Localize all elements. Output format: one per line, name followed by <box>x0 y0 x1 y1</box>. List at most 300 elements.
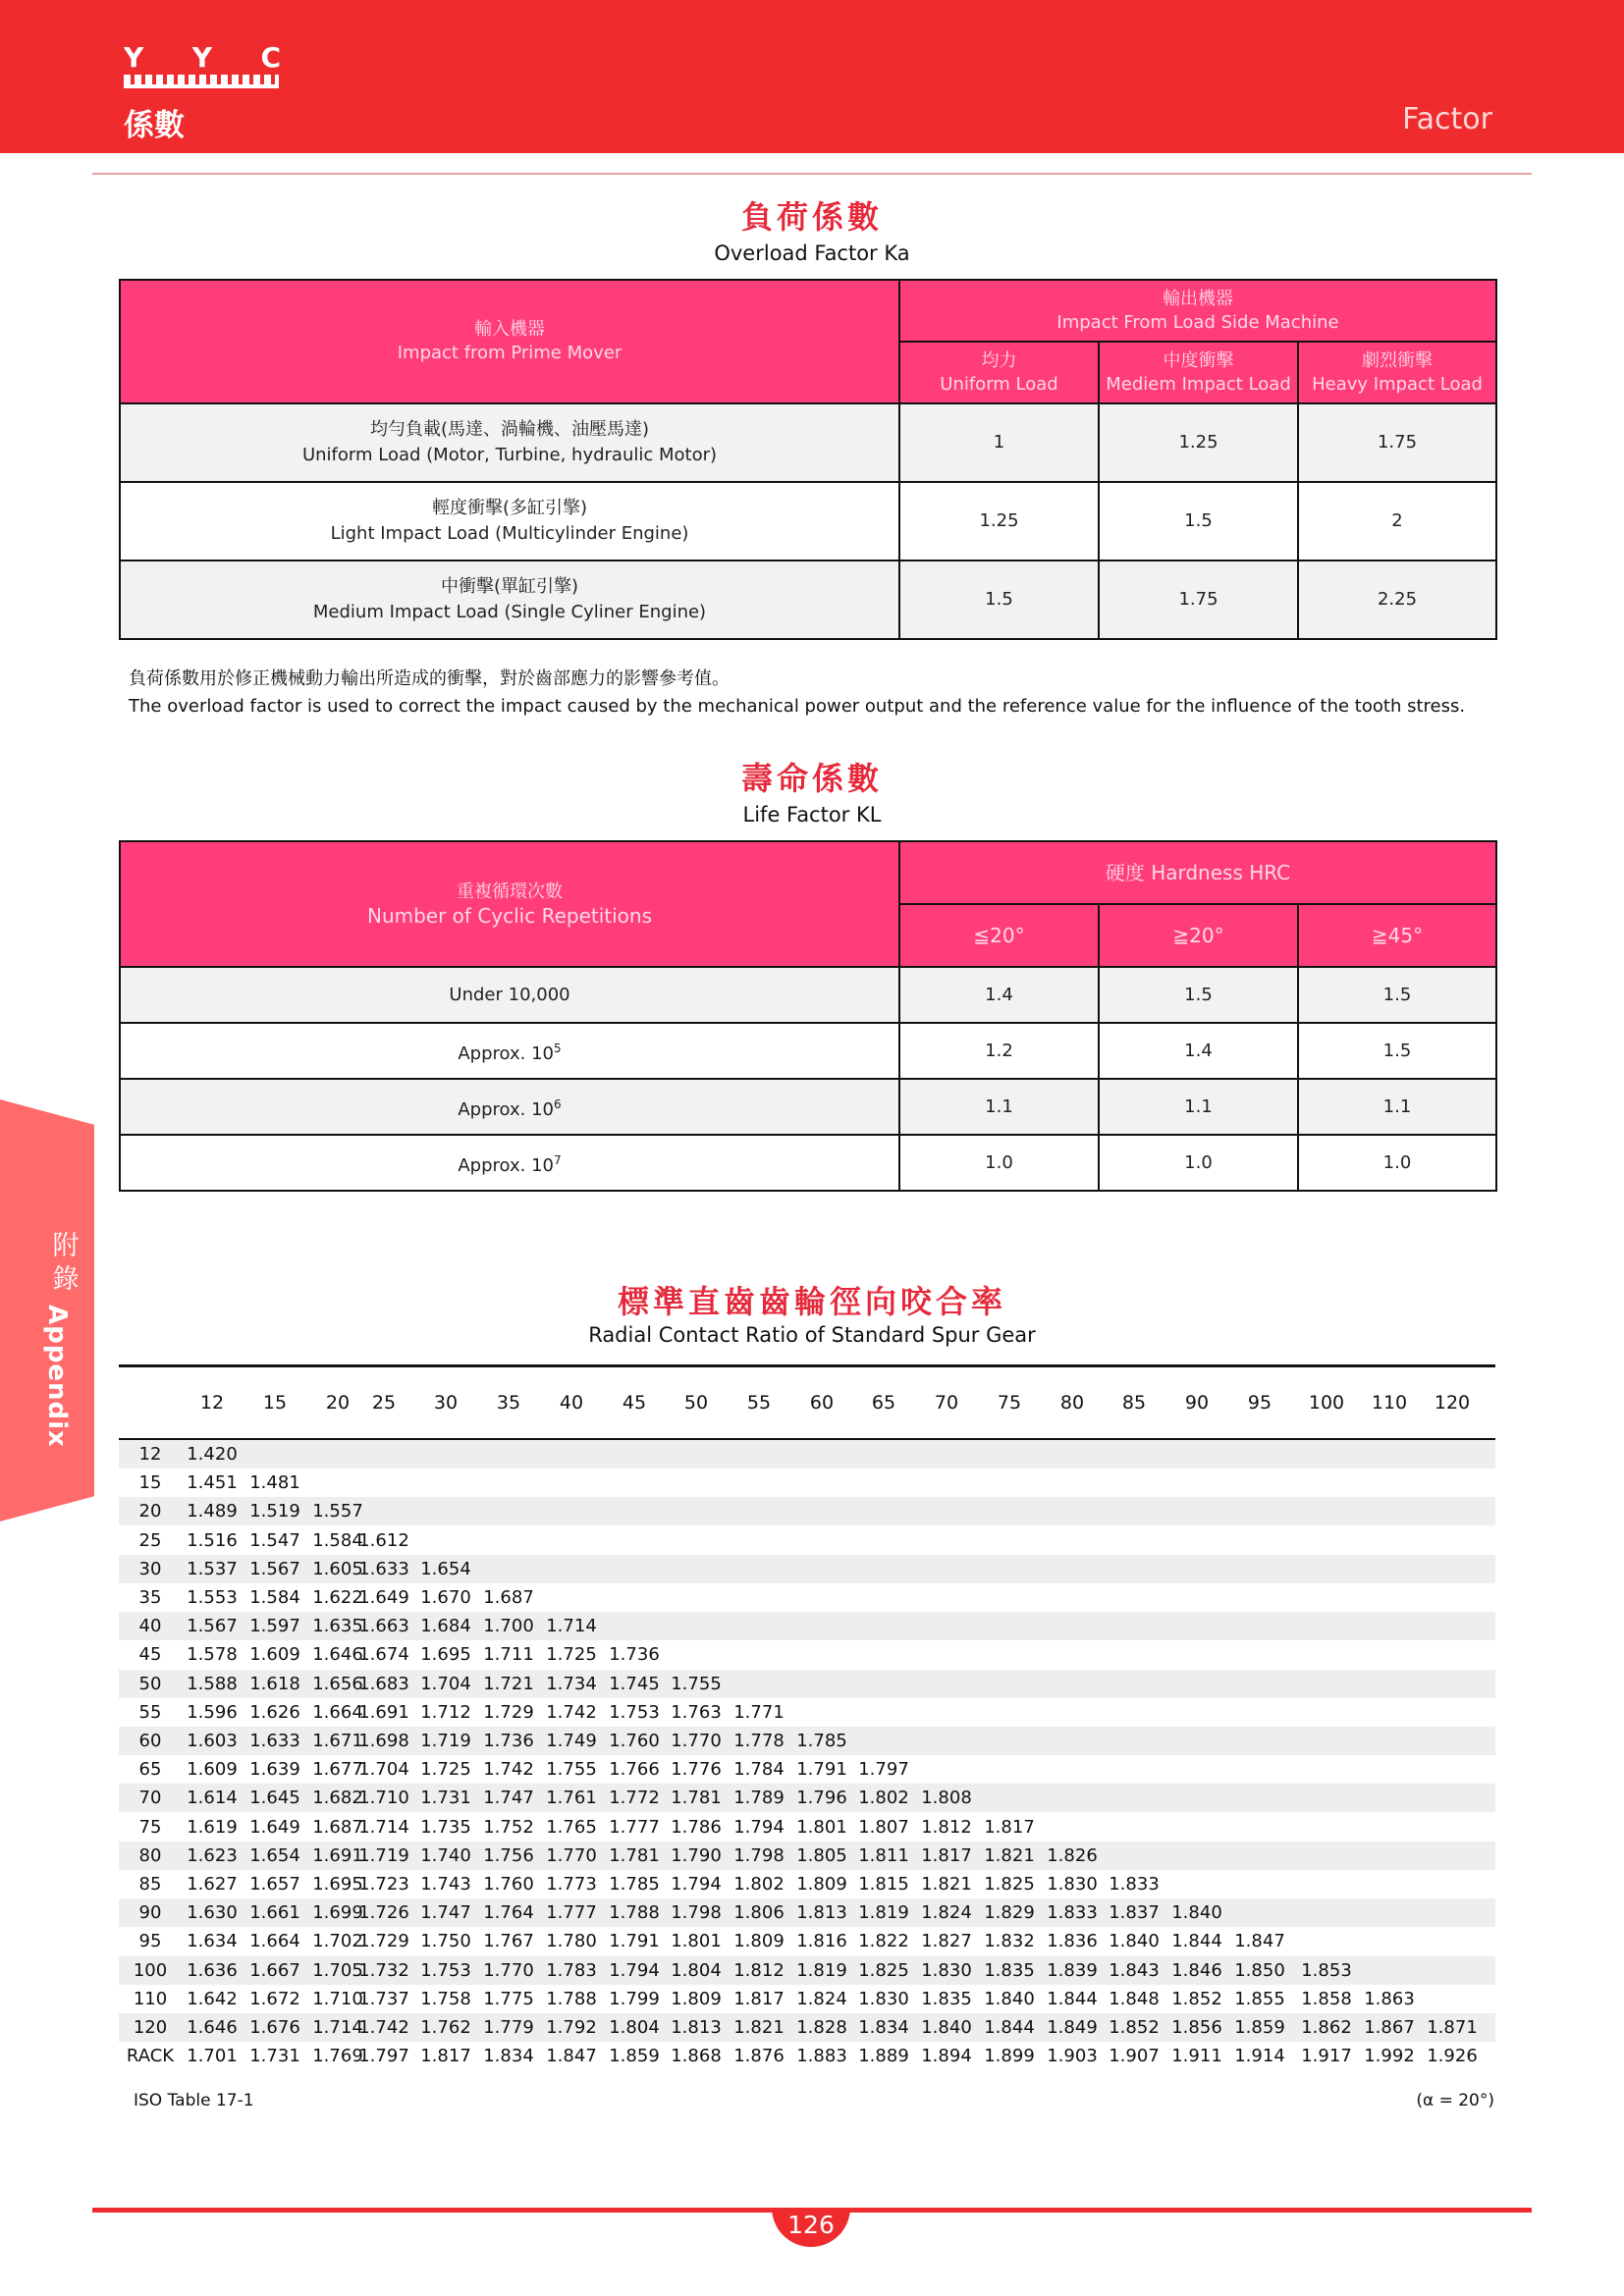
row-header: 20 <box>138 1501 162 1522</box>
column-header: 30 <box>433 1392 459 1414</box>
table-cell: 1.687 <box>483 1587 534 1608</box>
overload-title-zh: 負荷係數 <box>740 198 883 236</box>
col-header-zh: 均力 <box>981 349 1017 371</box>
table-cell: 1.671 <box>312 1731 363 1751</box>
table-cell: 1.682 <box>312 1788 363 1809</box>
column-header: 65 <box>871 1392 896 1414</box>
column-header: 120 <box>1434 1392 1471 1414</box>
table-row <box>119 1440 1495 1468</box>
table-cell: 1.684 <box>420 1616 471 1637</box>
contact-table-header-rule <box>119 1438 1495 1440</box>
table-cell: 1.634 <box>187 1931 238 1952</box>
row-header: 15 <box>138 1472 162 1494</box>
row-label-exponent: 5 <box>554 1041 562 1055</box>
table-cell: 1.731 <box>249 2046 300 2067</box>
table-cell: 1.760 <box>609 1731 660 1751</box>
table-cell: 1.771 <box>733 1701 785 1723</box>
table-cell: 1.809 <box>796 1874 847 1895</box>
table-cell: 1.657 <box>249 1874 300 1895</box>
table-row <box>119 1555 1495 1583</box>
table-cell: 1.867 <box>1364 2017 1415 2038</box>
table-cell: 1.797 <box>358 2046 409 2067</box>
table-cell: 1.614 <box>187 1788 238 1809</box>
column-header: 80 <box>1059 1392 1085 1414</box>
table-cell: 1.5 <box>1099 482 1298 561</box>
table-cell: 1.489 <box>187 1501 238 1522</box>
table-cell: 1.791 <box>609 1931 660 1952</box>
table-cell: 1.698 <box>358 1731 409 1751</box>
table-row <box>119 1870 1495 1898</box>
column-header: 70 <box>934 1392 959 1414</box>
table-cell: 1.850 <box>1234 1959 1285 1981</box>
table-row <box>120 1079 1496 1135</box>
table-cell: 1.25 <box>899 482 1099 561</box>
table-cell: 1.821 <box>733 2017 785 2038</box>
table-row <box>119 1727 1495 1755</box>
rep-header-en: Number of Cyclic Repetitions <box>366 904 653 928</box>
table-cell: 1.903 <box>1047 2046 1098 2067</box>
table-cell: 1.619 <box>187 1816 238 1838</box>
contact-title-en: Radial Contact Ratio of Standard Spur Gear <box>588 1323 1036 1347</box>
table-cell: 1.807 <box>858 1816 909 1838</box>
input-header-en: Impact from Prime Mover <box>397 343 623 363</box>
table-cell: 1.812 <box>733 1959 785 1981</box>
col-header-zh: 中度衝擊 <box>1163 349 1234 371</box>
overload-title-en: Overload Factor Ka <box>714 241 910 265</box>
table-cell: 1.883 <box>796 2046 847 2067</box>
table-source-note: ISO Table 17-1 <box>134 2091 254 2110</box>
table-cell: 1.830 <box>1047 1874 1098 1895</box>
table-cell: 1.778 <box>733 1731 785 1751</box>
table-cell: 1.635 <box>312 1616 363 1637</box>
table-row <box>119 1698 1495 1727</box>
column-header: 95 <box>1247 1392 1272 1414</box>
table-cell: 1.2 <box>899 1023 1099 1079</box>
row-header: 50 <box>138 1673 162 1694</box>
table-cell: 1.821 <box>984 1844 1035 1866</box>
logo-letter: Y <box>124 41 144 74</box>
header-title-en: Factor <box>1402 102 1492 136</box>
table-cell: 1.785 <box>609 1874 660 1895</box>
table-cell: 1.788 <box>609 1902 660 1924</box>
table-cell: 1.639 <box>249 1759 300 1781</box>
table-row <box>120 1023 1496 1079</box>
table-cell: 1.691 <box>358 1701 409 1723</box>
row-header: 60 <box>138 1731 162 1751</box>
table-cell: 1.798 <box>671 1902 722 1924</box>
row-label-exponent: 7 <box>554 1152 562 1167</box>
row-header: 35 <box>138 1587 162 1608</box>
table-cell: 1.855 <box>1234 1988 1285 2009</box>
table-cell: 1.871 <box>1427 2017 1478 2038</box>
table-cell: 1.801 <box>796 1816 847 1838</box>
table-cell: 1.737 <box>358 1988 409 2009</box>
table-cell: 1.596 <box>187 1701 238 1723</box>
table-row <box>119 1927 1495 1955</box>
table-cell: 1.755 <box>546 1759 597 1781</box>
table-cell: 1.597 <box>249 1616 300 1637</box>
table-cell: 1.791 <box>796 1759 847 1781</box>
row-header: 90 <box>138 1902 162 1924</box>
table-cell: 1.567 <box>249 1558 300 1579</box>
row-header: 12 <box>138 1444 162 1465</box>
table-cell: 1.661 <box>249 1902 300 1924</box>
table-cell: 1.721 <box>483 1673 534 1694</box>
col-header: ≧20° <box>1099 904 1298 967</box>
table-cell: 1.704 <box>420 1673 471 1694</box>
table-cell: 1.723 <box>358 1874 409 1895</box>
table-cell: 1.646 <box>312 1644 363 1666</box>
table-cell: 1.736 <box>483 1731 534 1751</box>
table-cell: 1.584 <box>312 1529 363 1551</box>
table-cell: 1.761 <box>546 1788 597 1809</box>
table-cell: 1.777 <box>609 1816 660 1838</box>
table-cell: 1.719 <box>358 1844 409 1866</box>
column-header: 55 <box>746 1392 772 1414</box>
table-cell: 1.687 <box>312 1816 363 1838</box>
table-cell: 1.711 <box>483 1644 534 1666</box>
column-header: 12 <box>199 1392 225 1414</box>
table-cell: 1.725 <box>420 1759 471 1781</box>
table-row <box>120 561 1496 639</box>
table-cell: 1.844 <box>1171 1931 1222 1952</box>
table-cell: 1.769 <box>312 2046 363 2067</box>
table-cell: 1.817 <box>921 1844 972 1866</box>
table-cell: 1.813 <box>796 1902 847 1924</box>
table-cell: 1.704 <box>358 1759 409 1781</box>
row-label-zh: 均勻負載(馬達、渦輪機、油壓馬達) <box>369 419 650 440</box>
column-header: 75 <box>997 1392 1022 1414</box>
repetitions-header <box>120 841 899 967</box>
table-cell: 1.840 <box>921 2017 972 2038</box>
row-label <box>120 1079 899 1135</box>
table-cell: 1.603 <box>187 1731 238 1751</box>
column-header: 35 <box>496 1392 521 1414</box>
table-cell: 1.672 <box>249 1988 300 2009</box>
table-cell: 1.816 <box>796 1931 847 1952</box>
table-cell: 1.25 <box>1099 403 1298 482</box>
row-label <box>120 403 899 482</box>
col-header: ≧45° <box>1298 904 1496 967</box>
table-cell: 1.783 <box>546 1959 597 1981</box>
table-cell: 1.763 <box>671 1701 722 1723</box>
table-cell: 1.863 <box>1364 1988 1415 2009</box>
table-cell: 1.745 <box>609 1673 660 1694</box>
column-header: 15 <box>262 1392 288 1414</box>
table-cell: 1.804 <box>671 1959 722 1981</box>
table-cell: 1.859 <box>609 2046 660 2067</box>
table-cell: 1.839 <box>1047 1959 1098 1981</box>
table-cell: 1.670 <box>420 1587 471 1608</box>
table-cell: 1.862 <box>1301 2017 1352 2038</box>
table-cell: 1.822 <box>858 1931 909 1952</box>
table-cell: 1.847 <box>1234 1931 1285 1952</box>
table-cell: 1.779 <box>483 2017 534 2038</box>
table-cell: 1.664 <box>249 1931 300 1952</box>
table-cell: 1.676 <box>249 2017 300 2038</box>
row-label-base: Approx. 10 <box>458 1154 554 1176</box>
table-cell: 1.758 <box>420 1988 471 2009</box>
table-cell: 1.765 <box>546 1816 597 1838</box>
life-title-zh: 壽命係數 <box>740 760 883 797</box>
table-cell: 1.756 <box>483 1844 534 1866</box>
table-cell: 1.830 <box>858 1988 909 2009</box>
table-cell: 1.633 <box>249 1731 300 1751</box>
table-cell: 1.646 <box>187 2017 238 2038</box>
row-label-en: Uniform Load (Motor, Turbine, hydraulic Motor) <box>301 445 718 465</box>
table-cell: 1.695 <box>312 1874 363 1895</box>
table-cell: 1.699 <box>312 1902 363 1924</box>
table-cell: 1.808 <box>921 1788 972 1809</box>
table-cell: 1.547 <box>249 1529 300 1551</box>
table-cell: 1.835 <box>984 1959 1035 1981</box>
table-cell: 1.833 <box>1047 1902 1098 1924</box>
row-header: 45 <box>138 1644 162 1666</box>
table-row <box>119 1784 1495 1812</box>
table-row <box>119 1497 1495 1525</box>
table-row <box>119 1755 1495 1784</box>
table-cell: 1.742 <box>546 1701 597 1723</box>
row-header: 25 <box>138 1529 162 1551</box>
table-cell: 1.819 <box>796 1959 847 1981</box>
col-header: ≦20° <box>899 904 1099 967</box>
table-cell: 1.826 <box>1047 1844 1098 1866</box>
table-cell: 1.812 <box>921 1816 972 1838</box>
table-cell: 1.848 <box>1109 1988 1160 2009</box>
table-cell: 1.805 <box>796 1844 847 1866</box>
table-cell: 1.802 <box>858 1788 909 1809</box>
table-cell: 1.794 <box>671 1874 722 1895</box>
table-cell: 1.553 <box>187 1587 238 1608</box>
table-cell: 1.852 <box>1109 2017 1160 2038</box>
table-cell: 1.809 <box>733 1931 785 1952</box>
col-header-zh: 劇烈衝擊 <box>1362 349 1434 371</box>
table-cell: 1.868 <box>671 2046 722 2067</box>
table-cell: 1.792 <box>546 2017 597 2038</box>
contact-table-top-rule <box>119 1364 1495 1367</box>
table-cell: 1.75 <box>1099 561 1298 639</box>
table-row <box>119 1468 1495 1497</box>
column-header: 110 <box>1371 1392 1408 1414</box>
row-label-exponent: 6 <box>554 1096 562 1111</box>
table-cell: 1.710 <box>312 1988 363 2009</box>
rep-header-zh: 重複循環次數 <box>457 881 563 902</box>
table-cell: 1.834 <box>483 2046 534 2067</box>
table-cell: 1.1 <box>1099 1079 1298 1135</box>
table-cell: 1.799 <box>609 1988 660 2009</box>
table-row <box>120 403 1496 482</box>
table-cell: 1.622 <box>312 1587 363 1608</box>
table-cell: 1.817 <box>733 1988 785 2009</box>
table-cell: 1.664 <box>312 1701 363 1723</box>
col-header <box>899 342 1099 403</box>
table-cell: 1.840 <box>984 1988 1035 2009</box>
table-cell: 1.712 <box>420 1701 471 1723</box>
row-label-base: Approx. 10 <box>458 1098 554 1120</box>
table-cell: 1.663 <box>358 1616 409 1637</box>
side-tab-label-zh: 附錄 <box>52 1231 80 1295</box>
row-label-en: Light Impact Load (Multicylinder Engine) <box>330 523 689 544</box>
table-cell: 1.840 <box>1171 1902 1222 1924</box>
table-cell: 1.5 <box>1099 967 1298 1023</box>
table-cell: 1.785 <box>796 1731 847 1751</box>
table-row <box>119 1640 1495 1669</box>
side-tab-label-en: Appendix <box>42 1305 72 1448</box>
table-cell: 1.626 <box>249 1701 300 1723</box>
table-row <box>119 1670 1495 1698</box>
table-cell: 1.894 <box>921 2046 972 2067</box>
table-cell: 1.691 <box>312 1844 363 1866</box>
life-title-en: Life Factor KL <box>742 803 882 827</box>
table-row <box>120 482 1496 561</box>
table-cell: 1.755 <box>671 1673 722 1694</box>
logo-letter: Y <box>191 41 212 74</box>
table-cell: 1.819 <box>858 1902 909 1924</box>
table-cell: 1.5 <box>1298 1023 1496 1079</box>
table-cell: 1.623 <box>187 1844 238 1866</box>
table-cell: 1.788 <box>546 1988 597 2009</box>
table-cell: 1.813 <box>671 2017 722 2038</box>
table-cell: 1.731 <box>420 1788 471 1809</box>
table-cell: 1.649 <box>358 1587 409 1608</box>
table-cell: 1.859 <box>1234 2017 1285 2038</box>
table-cell: 1.420 <box>187 1444 238 1465</box>
table-cell: 1.817 <box>420 2046 471 2067</box>
table-cell: 1.844 <box>1047 1988 1098 2009</box>
logo-letter: C <box>260 41 281 74</box>
table-cell: 1.588 <box>187 1673 238 1694</box>
table-cell: 1.849 <box>1047 2017 1098 2038</box>
table-cell: 1.833 <box>1109 1874 1160 1895</box>
table-cell: 1.705 <box>312 1959 363 1981</box>
table-cell: 1.519 <box>249 1501 300 1522</box>
table-cell: 1.75 <box>1298 403 1496 482</box>
table-cell: 1.811 <box>858 1844 909 1866</box>
table-cell: 1.914 <box>1234 2046 1285 2067</box>
table-cell: 1.789 <box>733 1788 785 1809</box>
table-cell: 1.775 <box>483 1988 534 2009</box>
table-cell: 1.667 <box>249 1959 300 1981</box>
table-cell: 1.846 <box>1171 1959 1222 1981</box>
table-cell: 1.567 <box>187 1616 238 1637</box>
table-cell: 1.578 <box>187 1644 238 1666</box>
table-cell: 1.747 <box>420 1902 471 1924</box>
table-cell: 1.645 <box>249 1788 300 1809</box>
table-cell: 1.899 <box>984 2046 1035 2067</box>
table-cell: 1.830 <box>921 1959 972 1981</box>
column-header: 100 <box>1308 1392 1345 1414</box>
table-cell: 1.740 <box>420 1844 471 1866</box>
table-cell: 1.752 <box>483 1816 534 1838</box>
table-cell: 1.829 <box>984 1902 1035 1924</box>
table-cell: 1.649 <box>249 1816 300 1838</box>
table-cell: 1.790 <box>671 1844 722 1866</box>
table-cell: 1.762 <box>420 2017 471 2038</box>
column-header: 20 <box>325 1392 351 1414</box>
table-cell: 1.806 <box>733 1902 785 1924</box>
table-cell: 1.750 <box>420 1931 471 1952</box>
table-cell: 1.654 <box>249 1844 300 1866</box>
table-cell: 1.702 <box>312 1931 363 1952</box>
table-cell: 1.781 <box>671 1788 722 1809</box>
column-header: 40 <box>559 1392 584 1414</box>
column-header: 60 <box>809 1392 835 1414</box>
row-label-zh: 輕度衝擊(多缸引擎) <box>431 498 588 518</box>
table-cell: 1.1 <box>899 1079 1099 1135</box>
row-header: 85 <box>138 1874 162 1895</box>
table-cell: 1.853 <box>1301 1959 1352 1981</box>
row-label: Under 10,000 <box>120 967 899 1023</box>
table-cell: 1.784 <box>733 1759 785 1781</box>
table-cell: 1.736 <box>609 1644 660 1666</box>
table-cell: 1.844 <box>984 2017 1035 2038</box>
table-cell: 1.911 <box>1171 2046 1222 2067</box>
table-cell: 1.767 <box>483 1931 534 1952</box>
table-cell: 1.714 <box>312 2017 363 2038</box>
table-cell: 1.5 <box>899 561 1099 639</box>
row-header: 110 <box>133 1988 168 2009</box>
row-header: 70 <box>138 1788 162 1809</box>
table-cell: 1.747 <box>483 1788 534 1809</box>
table-cell: 1.796 <box>796 1788 847 1809</box>
table-cell: 1.677 <box>312 1759 363 1781</box>
row-label <box>120 1023 899 1079</box>
table-cell: 1.815 <box>858 1874 909 1895</box>
column-header: 50 <box>683 1392 709 1414</box>
table-cell: 1.605 <box>312 1558 363 1579</box>
row-label-en: Medium Impact Load (Single Cyliner Engine) <box>312 602 707 622</box>
table-cell: 1.840 <box>1109 1931 1160 1952</box>
table-cell: 1.809 <box>671 1988 722 2009</box>
output-machine-header <box>899 280 1496 342</box>
table-cell: 1.743 <box>420 1874 471 1895</box>
hardness-header: 硬度 Hardness HRC <box>899 841 1496 904</box>
table-row <box>119 2013 1495 2042</box>
table-cell: 1.773 <box>546 1874 597 1895</box>
table-cell: 1.766 <box>609 1759 660 1781</box>
col-header <box>1298 342 1496 403</box>
table-cell: 1.852 <box>1171 1988 1222 2009</box>
table-cell: 1.5 <box>1298 967 1496 1023</box>
logo-letters <box>124 41 281 74</box>
table-cell: 1.618 <box>249 1673 300 1694</box>
row-label-base: Approx. 10 <box>458 1042 554 1064</box>
table-cell: 1.742 <box>358 2017 409 2038</box>
table-cell: 1.734 <box>546 1673 597 1694</box>
row-header: 95 <box>138 1931 162 1952</box>
table-cell: 1.674 <box>358 1644 409 1666</box>
table-cell: 1.742 <box>483 1759 534 1781</box>
output-header-en: Impact From Load Side Machine <box>1056 311 1339 333</box>
table-cell: 1.753 <box>420 1959 471 1981</box>
table-cell: 1.836 <box>1047 1931 1098 1952</box>
table-row <box>119 1842 1495 1870</box>
row-header: RACK <box>126 2046 175 2067</box>
row-label <box>120 482 899 561</box>
col-header-en: Uniform Load <box>940 373 1058 395</box>
table-row <box>119 1956 1495 1985</box>
overload-note-en: The overload factor is used to correct the impact caused by the mechanical power output and the reference value for the influence of the tooth stress. <box>129 696 1466 717</box>
table-cell: 1.729 <box>483 1701 534 1723</box>
table-cell: 1.609 <box>187 1759 238 1781</box>
col-header-en: Heavy Impact Load <box>1312 373 1483 395</box>
col-header-en: Mediem Impact Load <box>1106 373 1291 395</box>
contact-title-zh: 標準直齒齒輪徑向咬合率 <box>617 1283 1006 1320</box>
table-cell: 2 <box>1298 482 1496 561</box>
page-header <box>0 0 1624 153</box>
table-row <box>119 2042 1495 2070</box>
table-cell: 1.794 <box>733 1816 785 1838</box>
